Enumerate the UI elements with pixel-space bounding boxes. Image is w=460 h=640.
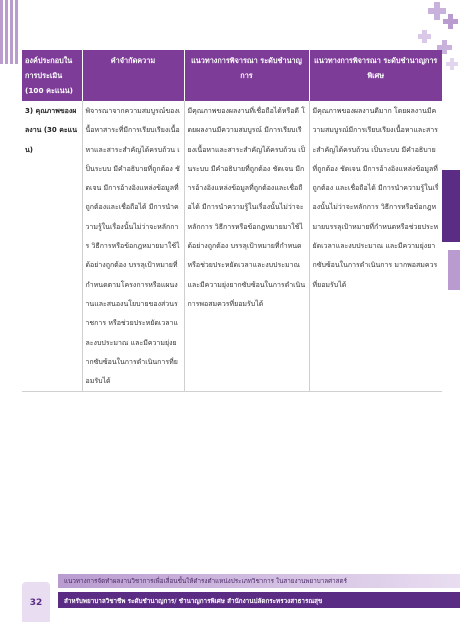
stripe bbox=[15, 0, 18, 64]
stripe bbox=[10, 0, 13, 64]
stripe bbox=[0, 0, 3, 64]
footer-title: แนวทางการจัดทำผลงานวิชาการเพื่อเลื่อนขั้นให้ดำรงตำแหน่งประเภทวิชาการ ในสายงานพยาบาลศาสตร์ bbox=[64, 578, 347, 585]
table-row bbox=[22, 101, 442, 392]
table-header-row bbox=[22, 50, 442, 101]
stripe bbox=[5, 0, 8, 64]
column-header-senior-expert-level: แนวทางการพิจารณา ระดับชำนาญการพิเศษ bbox=[309, 50, 442, 101]
footer-subtitle: สำหรับพยาบาลวิชาชีพ ระดับชำนาญการ/ ชำนาญการพิเศษ สำนักงานปลัดกระทรวงสาธารณสุข bbox=[64, 598, 323, 605]
column-header-component: องค์ประกอบใน การประเมิน (100 คะแนน) bbox=[22, 50, 82, 101]
page-number: 32 bbox=[29, 598, 43, 608]
expert-level-cell: มีคุณภาพของผลงานที่เชื่อถือได้หรือดี โดยผลงานมีความสมบูรณ์ มีการเรียบเรียงเนื้อหาและสาระสำคัญได้ครบถ้วน เป็นระบบ มีคำอธิบายที่ถูกต้อง ชัดเจน มีการอ้างอิงแหล่งข้อมูลที่ถูกต้องและเชื่อถือได้ มีการนำความรู้ในเรื่องนั้นไม่ว่าจะหลักการ วิธีการหรือข้อกฎหมายมาใช้ได้อย่างถูกต้อง บรรลุเป้าหมายที่กำหนด หรือช่วยประหยัดเวลาและงบประมาณ และมีความยุ่งยากซับซ้อนในการดำเนินการพอสมควรที่ยอมรับได้ bbox=[184, 101, 309, 392]
header-decoration-stripes bbox=[0, 0, 20, 64]
component-label-cell: 3) คุณภาพของผลงาน (30 คะแนน) bbox=[22, 101, 82, 392]
senior-expert-level-cell: มีคุณภาพของผลงานดีมาก โดยผลงานมีความสมบูรณ์มีการเรียบเรียงเนื้อหาและสาระสำคัญได้ครบถ้วน เป็นระบบ มีคำอธิบายที่ถูกต้อง ชัดเจน มีการอ้างอิงแหล่งข้อมูลที่ถูกต้อง และเชื่อถือได้ มีการนำความรู้ในเรื่องนั้นไม่ว่าจะหลักการ วิธีการหรือข้อกฎหมายบรรลุเป้าหมายที่กำหนดหรือช่วยประหยัดเวลาและงบประมาณ และมีความยุ่งยากซับซ้อนในการดำเนินการ มากพอสมควรที่ยอมรับได้ bbox=[309, 101, 442, 392]
side-tab-accent bbox=[448, 250, 460, 290]
side-tab bbox=[442, 170, 460, 242]
evaluation-table bbox=[22, 50, 442, 392]
column-header-definition: คำจำกัดความ bbox=[82, 50, 184, 101]
column-header-expert-level: แนวทางการพิจารณา ระดับชำนาญการ bbox=[184, 50, 309, 101]
definition-cell: พิจารณาจากความสมบูรณ์ของเนื้อหาสาระที่มีการเรียบเรียงเนื้อหาและสาระสำคัญได้ครบถ้วน เป็นระบบ มีคำอธิบายที่ถูกต้อง ชัดเจน มีการอ้างอิงแหล่งข้อมูลที่ถูกต้องและเชื่อถือได้ มีการนำความรู้ในเรื่องนั้นไม่ว่าจะหลักการ วิธีการหรือข้อกฎหมายมาใช้ได้อย่างถูกต้อง บรรลุเป้าหมายที่กำหนดตามโครงการหรือแผนงานและสนองนโยบายของส่วนราชการ หรือช่วยประหยัดเวลาและงบประมาณ และมีความยุ่งยากซับซ้อนในการดำเนินการที่ยอมรับได้ bbox=[82, 101, 184, 392]
